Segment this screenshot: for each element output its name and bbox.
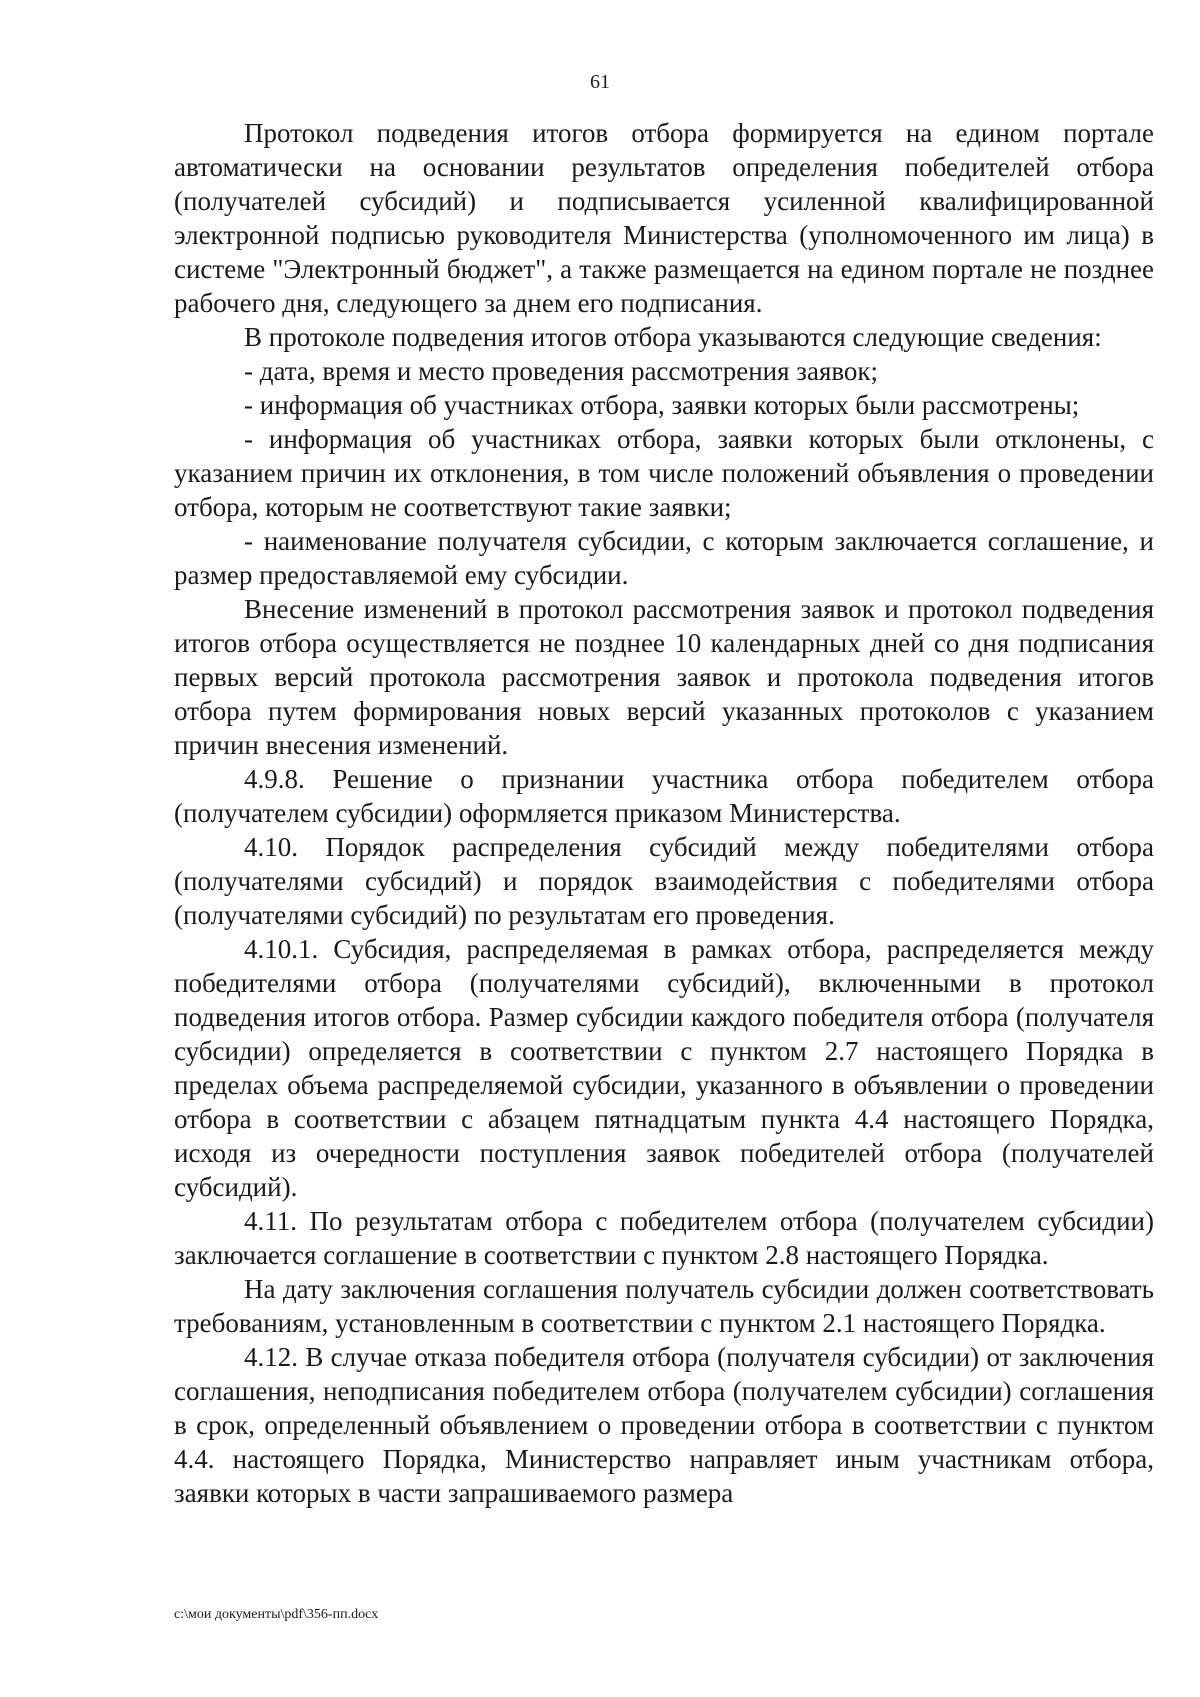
list-item-recipient-name: - наименование получателя субсидии, с которым заключается соглашение, и размер предоставляемой ему субсидии.	[174, 526, 1154, 590]
document-body	[174, 116, 1154, 1510]
paragraph-recipient-requirements: На дату заключения соглашения получатель субсидии должен соответствовать требованиям, установленным в соответствии с пунктом 2.1 настоящего Порядка.	[174, 1274, 1154, 1338]
clause-4-10-1: 4.10.1. Субсидия, распределяемая в рамках отбора, распределяется между победителями отбора (получателями субсидий), включенными в протокол подведения итогов отбора. Размер субсидии каждого победителя отбора (получателя субсидии) определяется в соответствии с пунктом 2.7 настоящего Порядка в пределах объема распределяемой субсидии, указанного в объявлении о проведении отбора в соответствии с абзацем пятнадцатым пункта 4.4 настоящего Порядка, исходя из очередности поступления заявок победителей отбора (получателей субсидий).	[174, 934, 1154, 1202]
list-item-date-time-place: - дата, время и место проведения рассмотрения заявок;	[244, 356, 879, 386]
footer-file-path: c:\мои документы\pdf\356-пп.docx	[174, 1607, 379, 1622]
list-item-reviewed-participants: - информация об участниках отбора, заявки которых были рассмотрены;	[244, 390, 1080, 420]
paragraph-protocol-formation: Протокол подведения итогов отбора формируется на едином портале автоматически на основании результатов определения победителей отбора (получателей субсидий) и подписывается усиленной квалифицированной электронной подписью руководителя Министерства (уполномоченного им лица) в системе "Электронный бюджет", а также размещается на едином портале не позднее рабочего дня, следующего за днем его подписания.	[174, 118, 1154, 318]
clause-4-12: 4.12. В случае отказа победителя отбора (получателя субсидии) от заключения соглашения, неподписания победителем отбора (получателем субсидии) соглашения в срок, определенный объявлением о проведении отбора в соответствии с пунктом 4.4. настоящего Порядка, Министерство направляет иным участникам отбора, заявки которых в части запрашиваемого размера	[174, 1342, 1154, 1508]
paragraph-protocol-amendments: Внесение изменений в протокол рассмотрения заявок и протокол подведения итогов отбора осуществляется не позднее 10 календарных дней со дня подписания первых версий протокола рассмотрения заявок и протокола подведения итогов отбора путем формирования новых версий указанных протоколов с указанием причин внесения изменений.	[174, 594, 1154, 760]
paragraph-protocol-contents: В протоколе подведения итогов отбора указываются следующие сведения:	[244, 322, 1102, 352]
clause-4-10: 4.10. Порядок распределения субсидий между победителями отбора (получателями субсидий) и порядок взаимодействия с победителями отбора (получателями субсидий) по результатам его проведения.	[174, 832, 1154, 930]
clause-4-9-8: 4.9.8. Решение о признании участника отбора победителем отбора (получателем субсидии) оформляется приказом Министерства.	[174, 764, 1154, 828]
list-item-rejected-participants: - информация об участниках отбора, заявки которых были отклонены, с указанием причин их отклонения, в том числе положений объявления о проведении отбора, которым не соответствуют такие заявки;	[174, 424, 1154, 522]
page-number: 61	[590, 71, 610, 93]
clause-4-11: 4.11. По результатам отбора с победителем отбора (получателем субсидии) заключается соглашение в соответствии с пунктом 2.8 настоящего Порядка.	[174, 1206, 1154, 1270]
